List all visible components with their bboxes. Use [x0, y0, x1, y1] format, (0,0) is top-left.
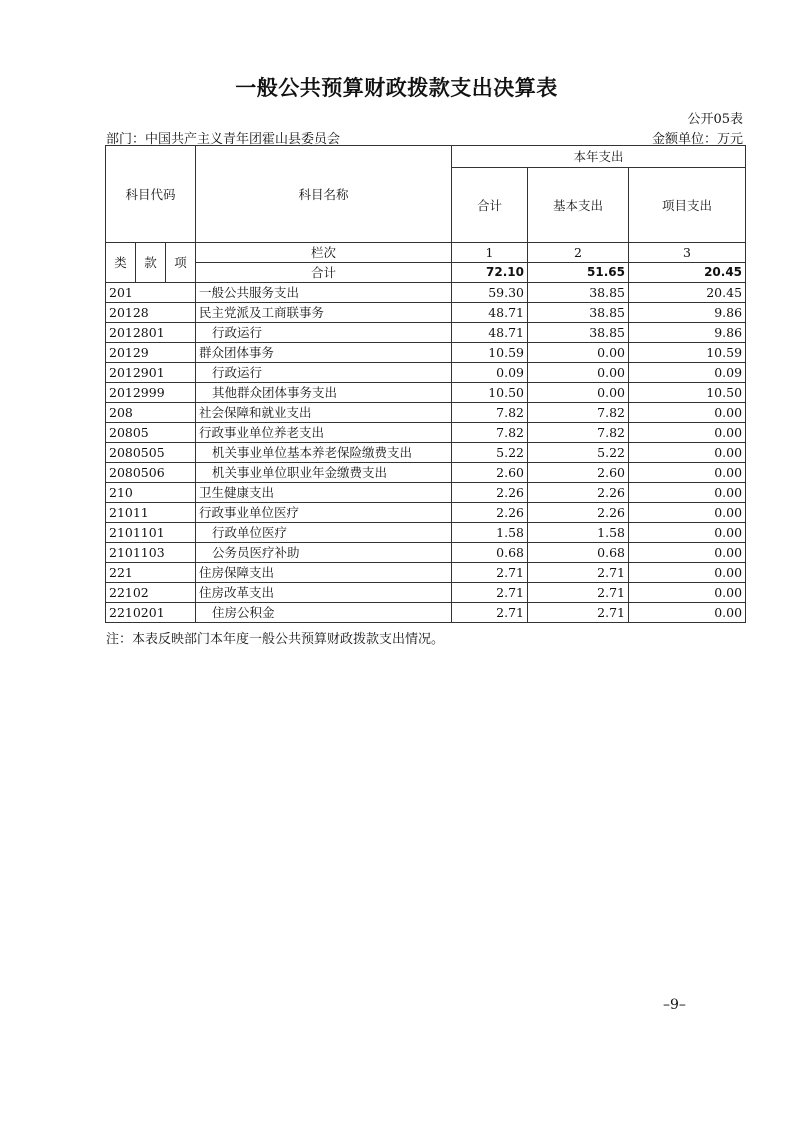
col-no-1: 1 [452, 243, 528, 263]
row-total: 1.58 [452, 523, 528, 543]
amount-unit-label: 金额单位：万元 [651, 132, 743, 147]
row-name: 卫生健康支出 [196, 483, 452, 503]
table-row [106, 483, 746, 503]
table-row [106, 283, 746, 303]
row-total: 7.82 [452, 403, 528, 423]
row-project: 0.00 [629, 403, 746, 423]
row-basic: 0.68 [528, 543, 629, 563]
row-name: 机关事业单位基本养老保险缴费支出 [196, 443, 452, 463]
header-lei: 类 [106, 243, 136, 283]
header-subject-name: 科目名称 [196, 146, 452, 243]
header-column-no: 栏次 [196, 243, 452, 263]
header-xiang: 项 [166, 243, 196, 283]
row-name: 行政单位医疗 [196, 523, 452, 543]
table-row [106, 383, 746, 403]
row-total: 2.26 [452, 483, 528, 503]
row-code: 221 [106, 563, 196, 583]
row-project: 0.00 [629, 483, 746, 503]
row-project: 0.00 [629, 563, 746, 583]
row-code: 22102 [106, 583, 196, 603]
row-name: 群众团体事务 [196, 343, 452, 363]
row-code: 201 [106, 283, 196, 303]
table-row [106, 503, 746, 523]
row-project: 10.59 [629, 343, 746, 363]
table-row [106, 443, 746, 463]
table-row [106, 303, 746, 323]
row-basic: 2.71 [528, 563, 629, 583]
row-total: 0.09 [452, 363, 528, 383]
sum-total: 72.10 [452, 263, 528, 283]
header-project: 项目支出 [629, 168, 746, 243]
row-project: 20.45 [629, 283, 746, 303]
row-basic: 5.22 [528, 443, 629, 463]
row-basic: 1.58 [528, 523, 629, 543]
row-total: 10.50 [452, 383, 528, 403]
col-no-2: 2 [528, 243, 629, 263]
table-row [106, 583, 746, 603]
row-name: 民主党派及工商联事务 [196, 303, 452, 323]
row-name: 行政事业单位养老支出 [196, 423, 452, 443]
header-total: 合计 [452, 168, 528, 243]
row-total: 0.68 [452, 543, 528, 563]
row-basic: 38.85 [528, 323, 629, 343]
row-total: 48.71 [452, 323, 528, 343]
row-total: 10.59 [452, 343, 528, 363]
row-total: 59.30 [452, 283, 528, 303]
header-subject-code: 科目代码 [106, 146, 196, 243]
sum-project: 20.45 [629, 263, 746, 283]
row-project: 9.86 [629, 303, 746, 323]
row-code: 2210201 [106, 603, 196, 623]
table-row [106, 523, 746, 543]
row-total: 2.71 [452, 583, 528, 603]
row-name: 行政运行 [196, 363, 452, 383]
row-basic: 7.82 [528, 423, 629, 443]
row-code: 21011 [106, 503, 196, 523]
row-name: 机关事业单位职业年金缴费支出 [196, 463, 452, 483]
row-basic: 38.85 [528, 303, 629, 323]
row-code: 2101103 [106, 543, 196, 563]
sum-basic: 51.65 [528, 263, 629, 283]
header-basic: 基本支出 [528, 168, 629, 243]
row-basic: 7.82 [528, 403, 629, 423]
table-row [106, 323, 746, 343]
row-project: 0.00 [629, 523, 746, 543]
row-basic: 2.71 [528, 583, 629, 603]
department-label: 部门：中国共产主义青年团霍山县委员会 [106, 132, 341, 147]
table-row [106, 343, 746, 363]
row-basic: 2.26 [528, 483, 629, 503]
row-project: 0.00 [629, 463, 746, 483]
row-name: 一般公共服务支出 [196, 283, 452, 303]
row-project: 0.00 [629, 443, 746, 463]
row-basic: 0.00 [528, 343, 629, 363]
row-project: 0.00 [629, 603, 746, 623]
table-note: 注：本表反映部门本年度一般公共预算财政拨款支出情况。 [106, 632, 445, 647]
row-basic: 2.60 [528, 463, 629, 483]
row-total: 2.26 [452, 503, 528, 523]
row-name: 住房保障支出 [196, 563, 452, 583]
row-code: 210 [106, 483, 196, 503]
row-total: 2.71 [452, 603, 528, 623]
row-project: 10.50 [629, 383, 746, 403]
table-row [106, 603, 746, 623]
table-row [106, 543, 746, 563]
row-total: 7.82 [452, 423, 528, 443]
expenditure-table [105, 145, 746, 623]
table-row [106, 403, 746, 423]
page-number: –9– [663, 997, 686, 1013]
row-project: 0.09 [629, 363, 746, 383]
row-total: 5.22 [452, 443, 528, 463]
row-code: 20128 [106, 303, 196, 323]
table-number: 公开05表 [687, 112, 743, 127]
row-code: 20805 [106, 423, 196, 443]
row-code: 2012801 [106, 323, 196, 343]
header-kuan: 款 [136, 243, 166, 283]
row-basic: 0.00 [528, 363, 629, 383]
row-name: 住房改革支出 [196, 583, 452, 603]
row-basic: 2.26 [528, 503, 629, 523]
row-code: 2012999 [106, 383, 196, 403]
table-row [106, 463, 746, 483]
row-code: 2012901 [106, 363, 196, 383]
row-project: 0.00 [629, 583, 746, 603]
row-basic: 38.85 [528, 283, 629, 303]
page-title: 一般公共预算财政拨款支出决算表 [235, 76, 558, 100]
table-row [106, 563, 746, 583]
row-total: 48.71 [452, 303, 528, 323]
row-project: 9.86 [629, 323, 746, 343]
row-code: 2080505 [106, 443, 196, 463]
row-name: 住房公积金 [196, 603, 452, 623]
col-no-3: 3 [629, 243, 746, 263]
row-total: 2.60 [452, 463, 528, 483]
row-code: 20129 [106, 343, 196, 363]
row-name: 社会保障和就业支出 [196, 403, 452, 423]
row-code: 2101101 [106, 523, 196, 543]
table-row [106, 423, 746, 443]
sum-label: 合计 [196, 263, 452, 283]
row-basic: 2.71 [528, 603, 629, 623]
row-basic: 0.00 [528, 383, 629, 403]
row-name: 行政事业单位医疗 [196, 503, 452, 523]
row-project: 0.00 [629, 543, 746, 563]
row-name: 其他群众团体事务支出 [196, 383, 452, 403]
row-total: 2.71 [452, 563, 528, 583]
header-current-year: 本年支出 [452, 146, 746, 168]
table-row [106, 363, 746, 383]
row-code: 2080506 [106, 463, 196, 483]
row-name: 公务员医疗补助 [196, 543, 452, 563]
row-project: 0.00 [629, 503, 746, 523]
row-code: 208 [106, 403, 196, 423]
row-project: 0.00 [629, 423, 746, 443]
row-name: 行政运行 [196, 323, 452, 343]
